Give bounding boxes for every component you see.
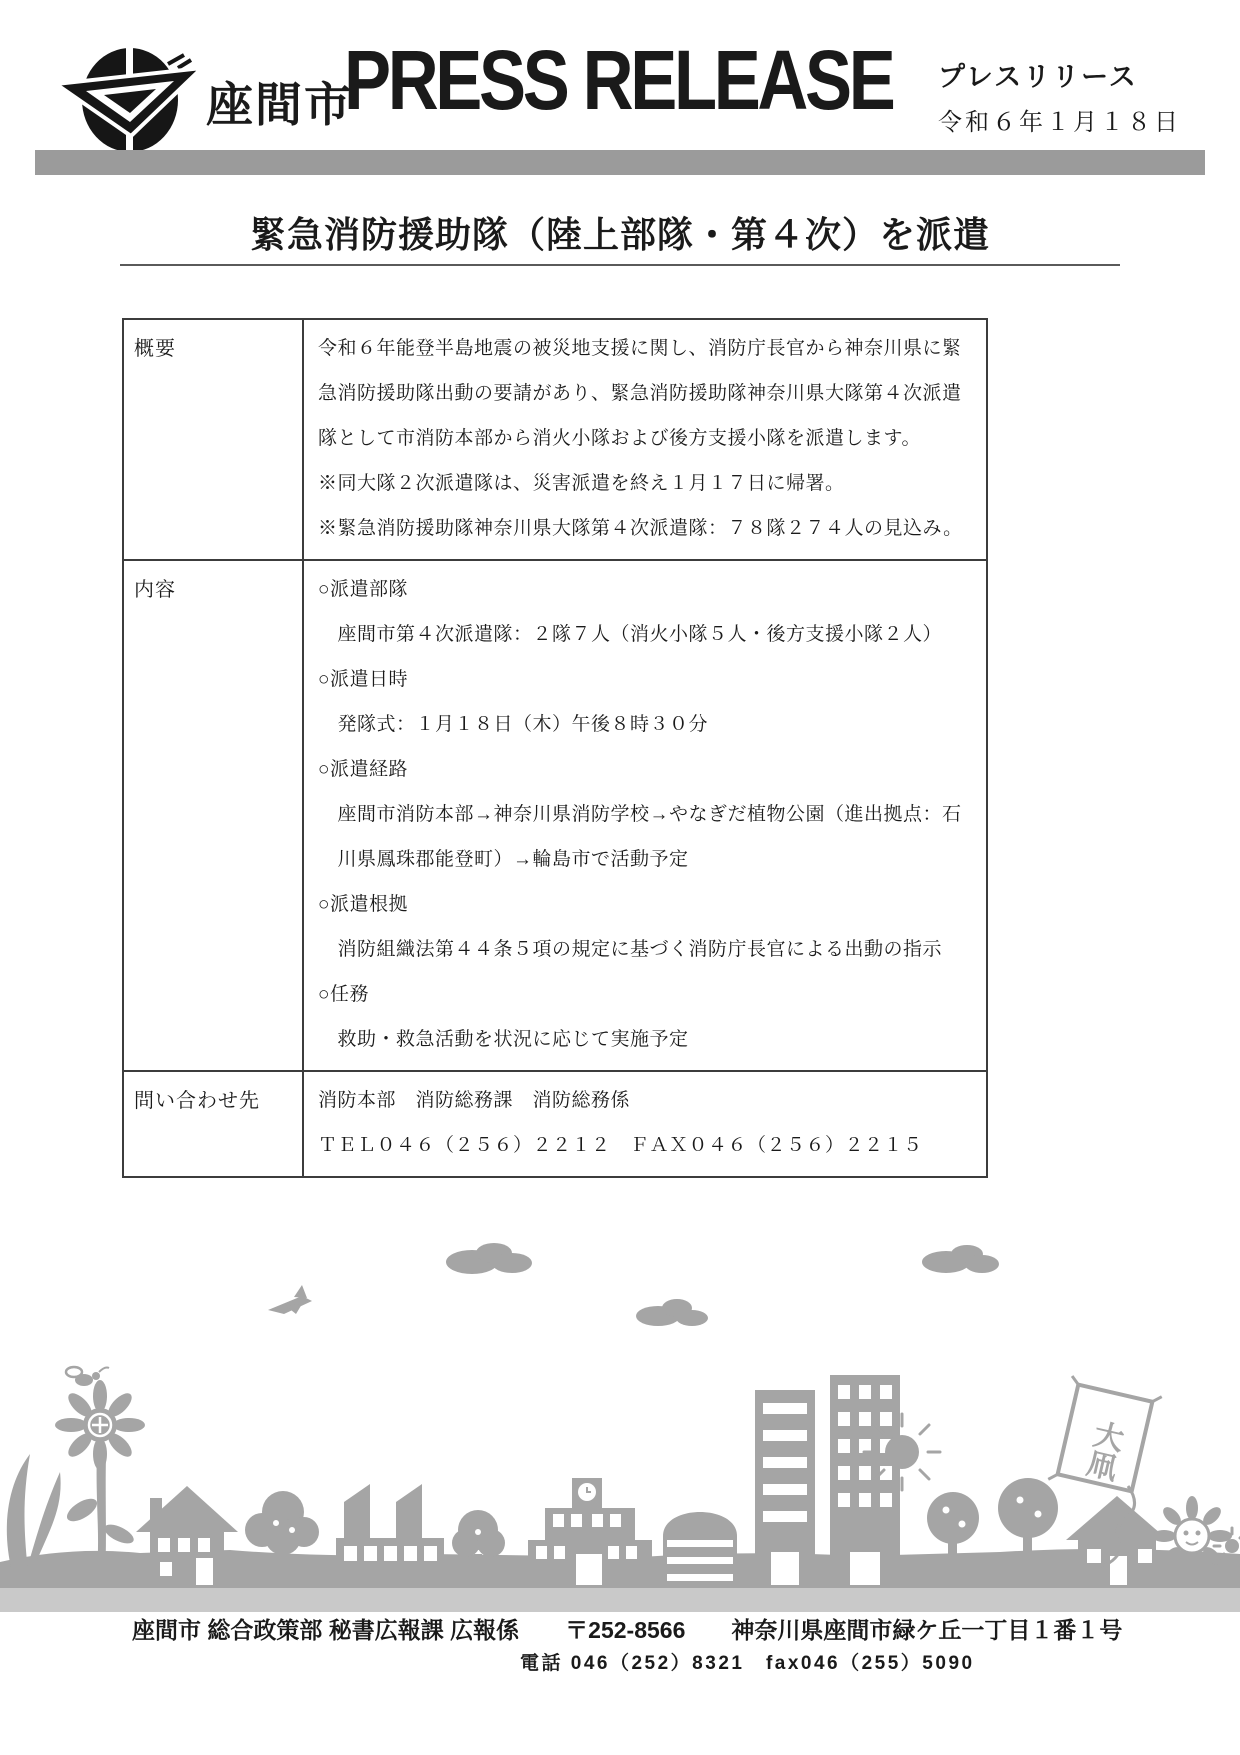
table-row: [123, 319, 987, 560]
school-icon: [528, 1478, 652, 1585]
document-title: 緊急消防援助隊（陸上部隊・第４次）を派遣: [249, 214, 990, 255]
content-line: ※同大隊２次派遣隊は、災害派遣を終え１月１７日に帰署。: [318, 473, 845, 494]
footer-department: 座間市 総合政策部 秘書広報課 広報係: [132, 1617, 520, 1643]
content-line: ○派遣部隊: [318, 579, 408, 600]
townscape-shapes: [0, 1243, 1240, 1588]
row-label: 概要: [123, 319, 303, 560]
cloud-icon: [636, 1299, 708, 1326]
info-table-body: [123, 319, 987, 1177]
footer-contact-line: [132, 1612, 1182, 1645]
content-line: 発隊式：１月１８日（木）午後８時３０分: [318, 714, 709, 735]
content-line: 座間市第４次派遣隊：２隊７人（消火小隊５人・後方支援小隊２人）: [318, 624, 943, 645]
house-icon: [136, 1486, 238, 1585]
office-building-icon: [830, 1375, 900, 1585]
content-line: 救助・救急活動を状況に応じて実施予定: [318, 1029, 689, 1050]
content-line: ＴＥＬ０４６（２５６）２２１２ ＦＡＸ０４６（２５６）２２１５: [318, 1135, 923, 1156]
zama-city-emblem: [52, 38, 202, 156]
footer-postal-code: 〒252-8566: [565, 1617, 686, 1643]
content-line: 座間市消防本部→神奈川県消防学校→やなぎだ植物公園（進出拠点：石: [318, 804, 962, 825]
press-release-title: PRESS RELEASE: [344, 33, 893, 127]
content-line: ○任務: [318, 984, 369, 1005]
kite-label: 大凧: [1079, 1416, 1126, 1483]
office-building-icon: [755, 1390, 815, 1585]
table-row: [123, 1071, 987, 1177]
row-label: 問い合わせ先: [123, 1071, 303, 1177]
content-line: ○派遣日時: [318, 669, 408, 690]
content-line: ※緊急消防援助隊神奈川県大隊第４次派遣隊：７８隊２７４人の見込み。: [318, 518, 963, 539]
silo-icon: [663, 1512, 737, 1585]
content-line: 消防組織法第４４条５項の規定に基づく消防庁長官による出動の指示: [318, 939, 943, 960]
sunflower-icon: [55, 1380, 145, 1576]
footer-phone-line: 電話 046（252）8321 fax046（255）5090: [520, 1653, 975, 1674]
content-line: ○派遣根拠: [318, 894, 408, 915]
content-line: 川県鳳珠郡能登町）→輪島市で活動予定: [318, 849, 689, 870]
plane-icon: [268, 1285, 312, 1314]
sun-icon: [864, 1414, 940, 1490]
row-content: [303, 1071, 987, 1177]
header-divider-bar: [35, 150, 1205, 175]
content-line: 令和６年能登半島地震の被災地支援に関し、消防庁長官から神奈川県に緊: [318, 338, 962, 359]
title-underline: [120, 264, 1120, 266]
footer-divider-bar: [0, 1588, 1240, 1612]
footer-address: 神奈川県座間市緑ケ丘一丁目１番１号: [731, 1617, 1123, 1643]
release-date: 令和６年１月１８日: [938, 109, 1181, 136]
factory-icon: [336, 1484, 444, 1585]
content-line: ○派遣経路: [318, 759, 408, 780]
content-line: 隊として市消防本部から消火小隊および後方支援小隊を派遣します。: [318, 428, 921, 449]
townscape-illustration: [0, 1240, 1240, 1588]
row-content: [303, 319, 987, 560]
row-content: [303, 560, 987, 1071]
cloud-icon: [922, 1245, 999, 1273]
row-label: 内容: [123, 560, 303, 1071]
city-name: 座間市: [206, 78, 353, 131]
content-line: 消防本部 消防総務課 消防総務係: [318, 1090, 631, 1111]
cloud-icon: [446, 1243, 532, 1274]
press-release-subtitle: プレスリリース: [938, 62, 1138, 92]
table-row: [123, 560, 987, 1071]
content-line: 急消防援助隊出動の要請があり、緊急消防援助隊神奈川県大隊第４次派遣: [318, 383, 962, 404]
kite-icon: [1048, 1376, 1161, 1500]
info-table: [122, 318, 988, 1178]
